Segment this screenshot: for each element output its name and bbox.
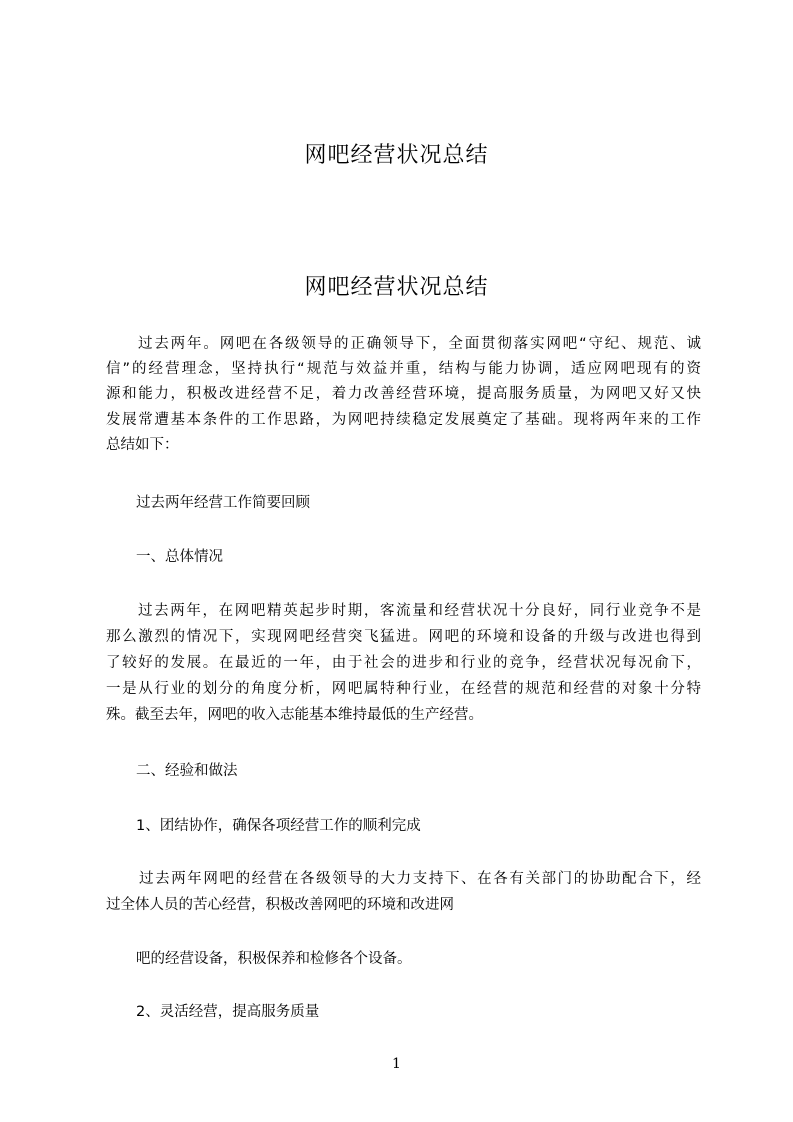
- section-heading: 二、经验和做法: [136, 763, 238, 779]
- paragraph-line: 殊。截至去年，网吧的收入志能基本维持最低的生产经营。: [106, 707, 483, 723]
- paragraph-line: 总结如下：: [106, 437, 179, 453]
- paragraph-line: 了较好的发展。在最近的一年，由于社会的进步和行业的竞争，经营状况每况俞下，: [106, 655, 701, 671]
- paragraph-line: 源和能力，积极改进经营不足，着力改善经营环境，提高服务质量，为网吧又好又快: [106, 386, 701, 402]
- paragraph-line: 一是从行业的划分的角度分析，网吧属特种行业，在经营的规范和经营的对象十分特: [106, 681, 701, 697]
- section-heading: 过去两年经营工作简要回顾: [136, 495, 310, 511]
- cover-title: 网吧经营状况总结: [304, 143, 489, 168]
- paragraph-line: 过全体人员的苦心经营，积极改善网吧的环境和改进网: [106, 897, 454, 913]
- paragraph-line: 过去两年网吧的经营在各级领导的大力支持下、在各有关部门的协助配合下，经: [139, 871, 701, 887]
- page-number: 1: [392, 1056, 401, 1072]
- paragraph-line: 发展常遭基本条件的工作思路，为网吧持续稳定发展奠定了基础。现将两年来的工作: [106, 412, 701, 428]
- document-title: 网吧经营状况总结: [304, 275, 489, 300]
- paragraph-line: 信”的经营理念，坚持执行“规范与效益并重，结构与能力协调，适应网吧现有的资: [106, 361, 701, 377]
- subsection-heading: 2、灵活经营，提高服务质量: [136, 1004, 320, 1020]
- subsection-heading: 1、团结协作，确保各项经营工作的顺利完成: [136, 818, 421, 834]
- section-heading: 一、总体情况: [136, 549, 223, 565]
- paragraph-line: 过去两年，在网吧精英起步时期，客流量和经营状况十分良好，同行业竞争不是: [138, 603, 701, 619]
- paragraph-line: 吧的经营设备，积极保养和检修各个设备。: [136, 951, 412, 967]
- paragraph-line: 那么激烈的情况下，实现网吧经营突飞猛进。网吧的环境和设备的升级与改进也得到: [106, 629, 701, 645]
- paragraph-line: 过去两年。网吧在各级领导的正确领导下，全面贯彻落实网吧“守纪、规范、诚: [138, 336, 701, 352]
